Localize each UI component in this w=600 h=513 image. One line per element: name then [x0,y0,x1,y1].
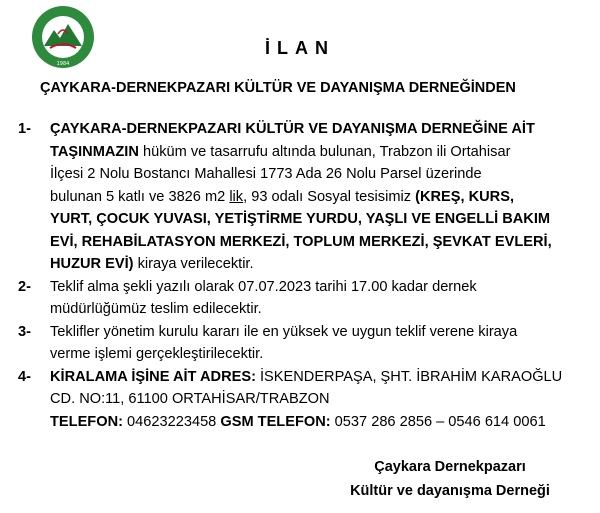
facility-types: HUZUR EVİ) [50,256,134,272]
address-value: İSKENDERPAŞA, ŞHT. İBRAHİM KARAOĞLU [255,368,563,385]
item-text [50,118,576,276]
page-title: İLAN [265,38,335,58]
signature-line-1: Çaykara Dernekpazarı [374,459,526,475]
item-text [50,321,576,366]
item-text-line: verme işlemi gerçekleştirilecektir. [50,346,264,362]
gsm-phone-label: GSM TELEFON: [220,413,331,430]
underlined-suffix: lik [229,188,244,205]
item-text-line: Teklifler yönetim kurulu kararı ile en yüksek ve uygun teklif verene kiraya [50,323,518,340]
item-text [50,366,576,434]
item-text-line: kiraya verilecektir. [133,256,254,272]
notice-subtitle: ÇAYKARA-DERNEKPAZARI KÜLTÜR VE DAYANIŞMA DERNEĞİNDEN [40,80,516,96]
facility-types: EVİ, REHABİLATASYON MERKEZİ, TOPLUM MERKEZİ, ŞEVKAT EVLERİ, [50,233,552,250]
notice-items [18,118,576,433]
association-logo [30,4,96,70]
item-number: 1- [18,121,31,137]
item-text-line: Teklif alma şekli yazılı olarak 07.07.2023 tarihi 17.00 kadar dernek [50,278,477,295]
list-item [18,118,576,276]
list-item [18,366,576,434]
item-number: 2- [18,278,31,295]
gsm-phone-value: 0537 286 2856 – 0546 614 0061 [330,413,546,430]
list-item [18,321,576,366]
item-number: 3- [18,323,31,340]
logo-year: 1984 [56,61,70,67]
item-text [50,276,576,321]
phone-value: 04623223458 [122,413,221,430]
item-text-line: bulunan 5 katlı ve 3826 m2 [50,188,230,205]
list-item [18,276,576,321]
property-heading: ÇAYKARA-DERNEKPAZARI KÜLTÜR VE DAYANIŞMA DERNEĞİNE AİT [50,121,535,137]
signature-line-2: Kültür ve dayanışma Derneği [350,483,550,499]
facility-types: (KREŞ, KURS, [415,188,514,205]
item-text-line: , 93 odalı Sosyal tesisimiz [243,188,416,205]
item-text-line: müdürlüğümüz teslim edilecektir. [50,301,262,317]
property-heading-cont: TAŞINMAZIN [50,143,139,160]
phone-label: TELEFON: [50,413,123,430]
facility-types: YURT, ÇOCUK YUVASI, YETİŞTİRME YURDU, YAŞLI VE ENGELLİ BAKIM [50,211,551,227]
address-value: CD. NO:11, 61100 ORTAHİSAR/TRABZON [50,391,330,407]
item-number: 4- [18,368,31,385]
item-text-line: İlçesi 2 Nolu Bostancı Mahallesi 1773 Ada 26 Nolu Parsel üzerinde [50,166,482,182]
item-text-line: hüküm ve tasarrufu altında bulunan, Trabzon ili Ortahisar [138,143,511,160]
address-label: KİRALAMA İŞİNE AİT ADRES: [50,368,256,385]
